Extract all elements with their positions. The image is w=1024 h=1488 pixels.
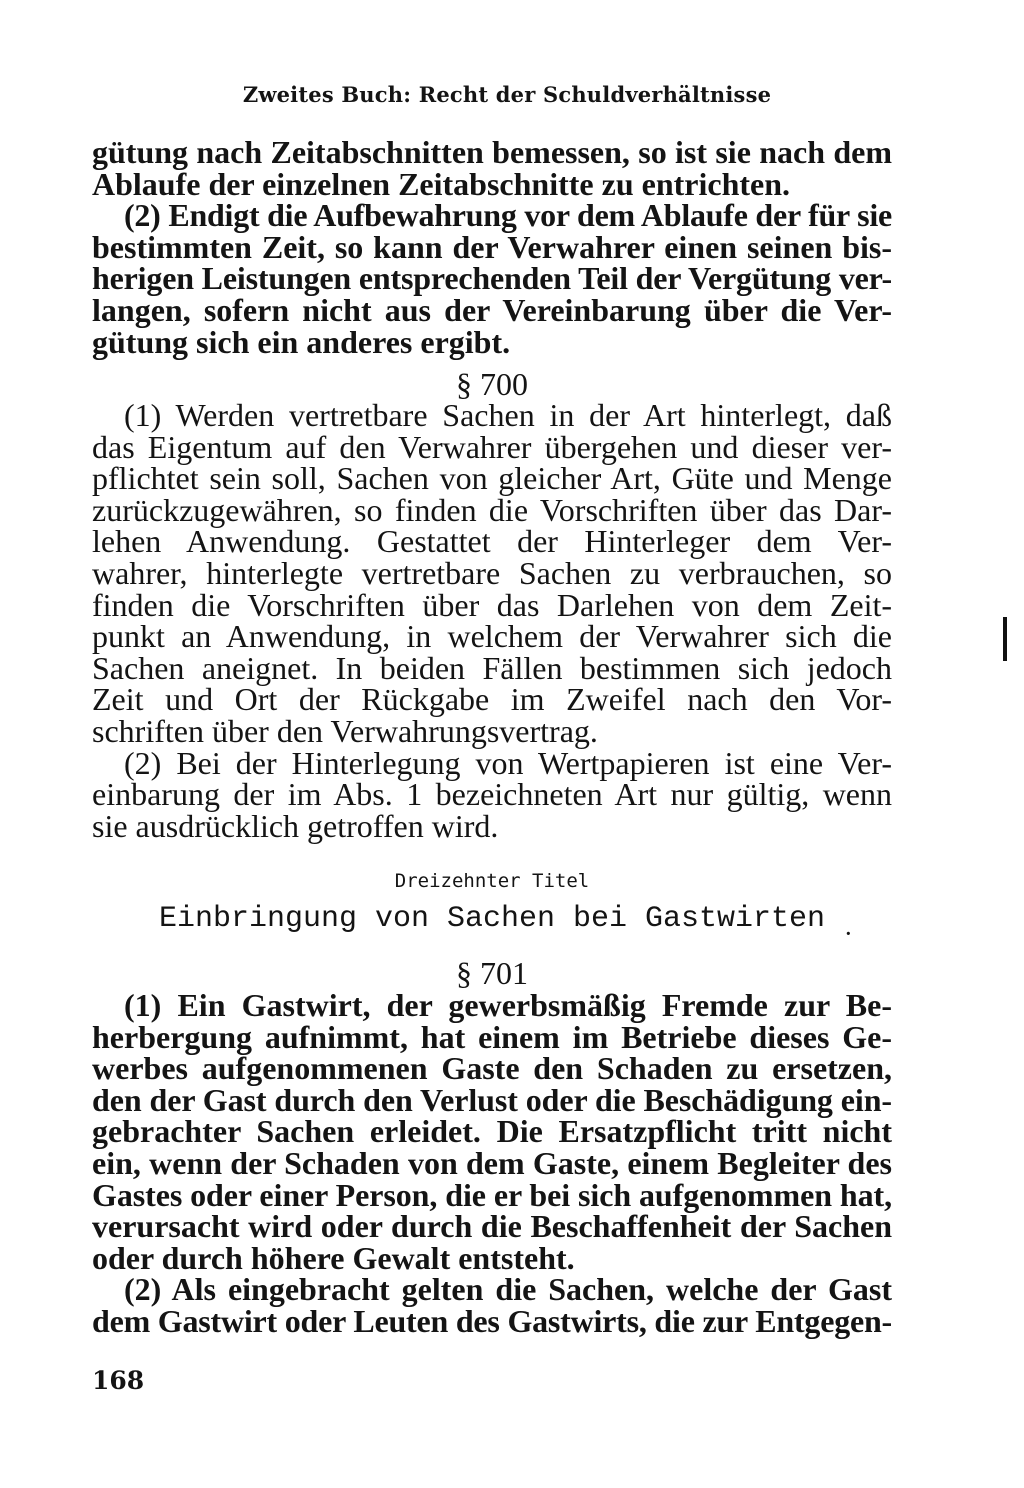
text-line: (2) Endigt die Aufbewahrung vor dem Ablaufe der für sie xyxy=(124,197,893,234)
text-line: Zeit und Ort der Rückgabe im Zweifel nach den Vor- xyxy=(92,681,892,718)
title-heading: Einbringung von Sachen bei Gastwirten xyxy=(158,902,826,936)
print-speck: · xyxy=(845,923,852,945)
text-line: herbergung aufnimmt, hat einem im Betriebe dieses Ge- xyxy=(92,1018,892,1055)
text-line: herigen Leistungen entsprechenden Teil der Vergütung ver- xyxy=(92,260,893,297)
text-line: zurückzugewähren, so finden die Vorschriften über das Dar- xyxy=(92,491,892,528)
text-line: gütung nach Zeitabschnitten bemessen, so ist sie nach dem xyxy=(92,134,892,170)
text-line: Ablaufe der einzelnen Zeitabschnitte zu entrichten. xyxy=(92,165,791,202)
text-line: werbes aufgenommenen Gaste den Schaden zu ersetzen, xyxy=(92,1050,892,1087)
text-line: (1) Ein Gastwirt, der gewerbsmäßig Fremde zur Be- xyxy=(124,987,892,1023)
text-line: finden die Vorschriften über das Darlehen von dem Zeit- xyxy=(92,586,892,623)
section-700-text xyxy=(92,397,892,844)
text-line: ein, wenn der Schaden von dem Gaste, einem Begleiter des xyxy=(92,1144,892,1181)
text-line: das Eigentum auf den Verwahrer übergehen und dieser ver- xyxy=(92,428,892,465)
text-line: pflichtet sein soll, Sachen von gleicher Art, Güte und Menge xyxy=(92,460,892,497)
title-label: Dreizehnter Titel xyxy=(394,870,590,892)
text-line: lehen Anwendung. Gestattet der Hinterleger dem Ver- xyxy=(92,523,892,560)
text-line: oder durch höhere Gewalt entsteht. xyxy=(92,1239,575,1276)
text-line: sie ausdrücklich getroffen wird. xyxy=(92,807,499,844)
paragraph-continuation xyxy=(92,134,893,360)
text-line: Gastes oder einer Person, die er bei sich aufgenommen hat, xyxy=(92,1176,893,1213)
text-line: punkt an Anwendung, in welchem der Verwahrer sich die xyxy=(92,618,892,655)
page-number: 168 xyxy=(92,1366,145,1395)
text-line: einbarung der im Abs. 1 bezeichneten Art nur gültig, wenn xyxy=(92,776,892,813)
text-line: wahrer, hinterlegte vertretbare Sachen zu verbrauchen, so xyxy=(92,554,892,591)
text-line: Sachen aneignet. In beiden Fällen bestimmen sich jedoch xyxy=(92,649,892,686)
text-line: (2) Als eingebracht gelten die Sachen, welche der Gast xyxy=(124,1271,892,1308)
section-number-701: § 701 xyxy=(456,955,528,991)
text-line: (1) Werden vertretbare Sachen in der Art hinterlegt, daß xyxy=(124,397,892,433)
section-number-700: § 700 xyxy=(456,366,528,402)
section-701-text xyxy=(92,987,893,1339)
text-line: langen, sofern nicht aus der Vereinbarung über die Ver- xyxy=(92,291,892,328)
text-line: den der Gast durch den Verlust oder die Beschädigung ein- xyxy=(92,1081,893,1118)
text-line: gütung sich ein anderes ergibt. xyxy=(92,323,511,360)
text-line: bestimmten Zeit, so kann der Verwahrer einen seinen bis- xyxy=(92,228,892,265)
text-line: (2) Bei der Hinterlegung von Wertpapieren ist eine Ver- xyxy=(124,744,892,781)
margin-change-bar xyxy=(1003,617,1007,661)
text-line: dem Gastwirt oder Leuten des Gastwirts, die zur Entgegen- xyxy=(92,1302,893,1339)
running-head: Zweites Buch: Recht der Schuldverhältnisse xyxy=(242,82,772,107)
text-line: verursacht wird oder durch die Beschaffenheit der Sachen xyxy=(92,1208,892,1245)
text-line: schriften über den Verwahrungsvertrag. xyxy=(92,712,598,749)
text-line: gebrachter Sachen erleidet. Die Ersatzpflicht tritt nicht xyxy=(92,1113,892,1150)
